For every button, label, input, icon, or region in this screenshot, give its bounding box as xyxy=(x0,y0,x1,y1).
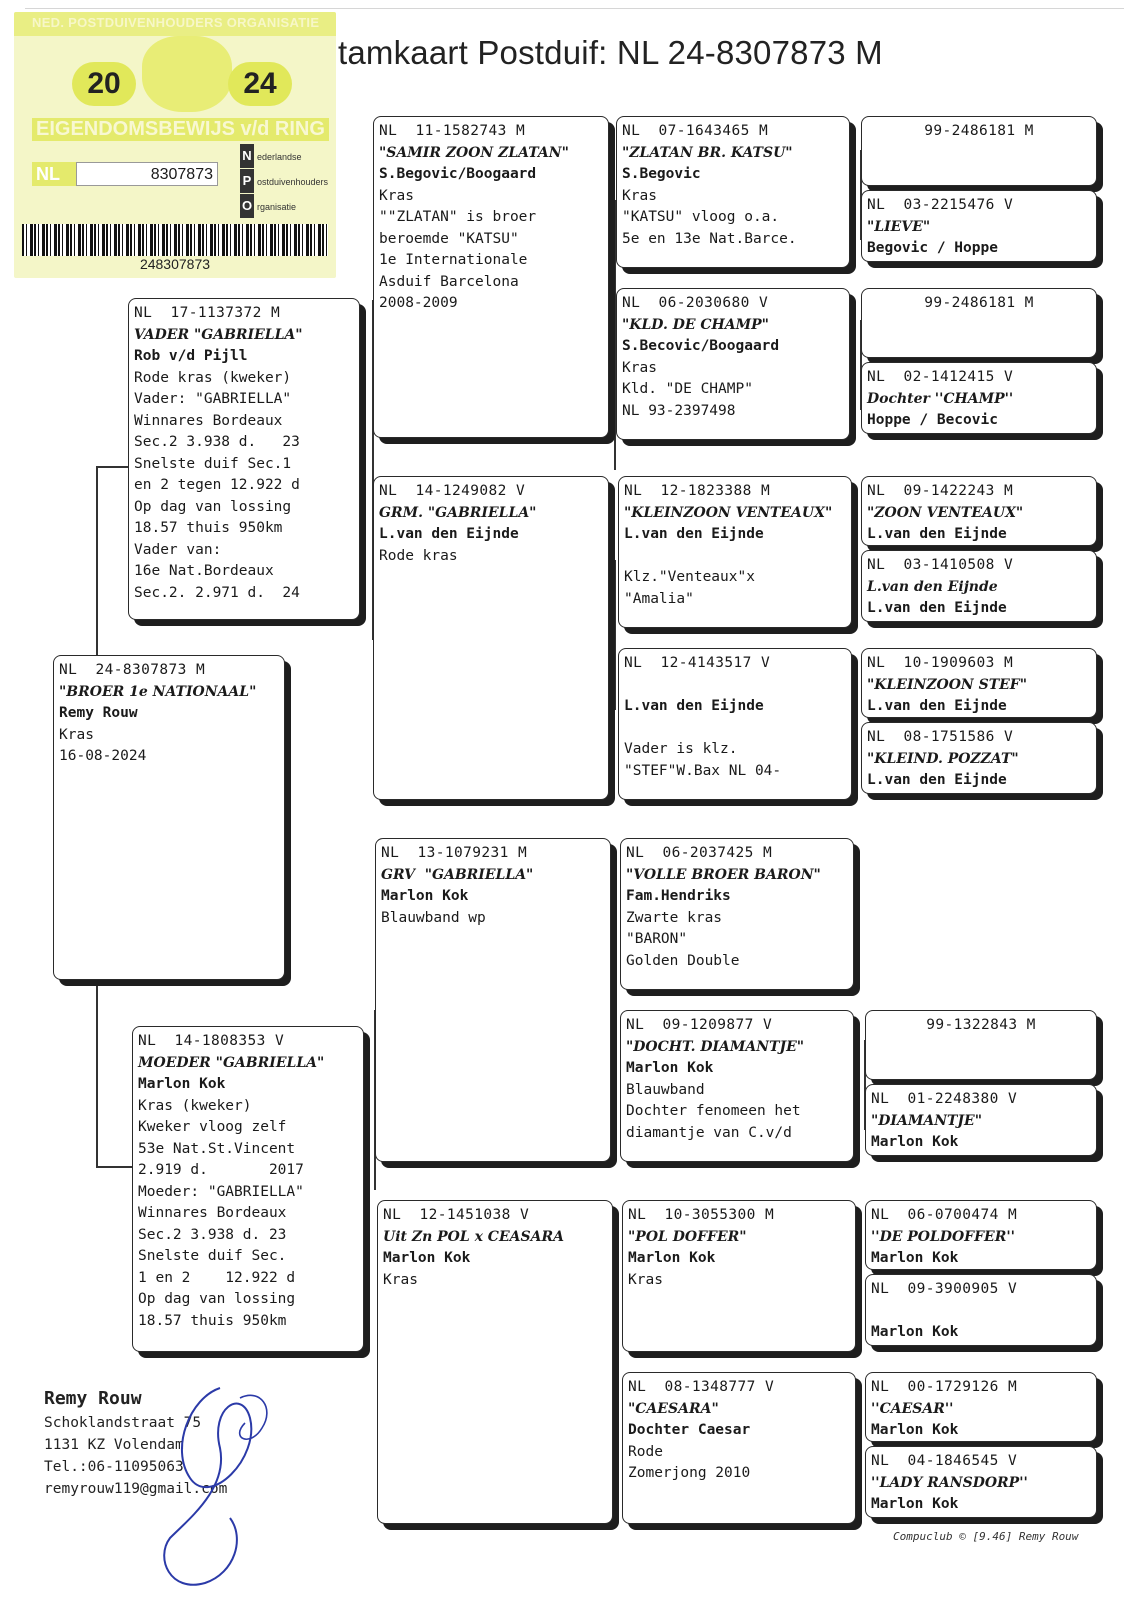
pedigree-card-gen4 xyxy=(865,1446,1097,1518)
pigeon-name: GRM. "GABRIELLA" xyxy=(379,504,537,521)
ring-number: NL 14-1808353 V xyxy=(138,1033,285,1049)
pigeon-note: Klz."Venteaux"x xyxy=(624,569,755,585)
breeder-name: L.van den Eijnde xyxy=(624,526,764,542)
breeder-name: Marlon Kok xyxy=(383,1250,471,1266)
breeder-name: Marlon Kok xyxy=(626,1060,714,1076)
ring-number: 99-2486181 M xyxy=(924,123,1034,139)
pedigree-card-gen4 xyxy=(861,362,1097,434)
ring-number: NL 09-1422243 M xyxy=(867,483,1014,499)
pigeon-note: beroemde "KATSU" xyxy=(379,230,519,247)
breeder-name: Rob v/d Pijll xyxy=(134,348,248,364)
pigeon-note: ""ZLATAN" is broer xyxy=(379,209,537,225)
pedigree-card-gen4 xyxy=(865,1274,1097,1346)
pigeon-note: Kras xyxy=(379,187,414,204)
pedigree-card-gen3 xyxy=(622,1200,856,1352)
ring-number: NL 00-1729126 M xyxy=(871,1379,1018,1395)
pedigree-card-gen4 xyxy=(865,1084,1097,1156)
pigeon-note: Snelste duif Sec. xyxy=(138,1248,287,1264)
pigeon-note: Sec.2 3.938 d. 23 xyxy=(138,1226,287,1243)
pigeon-name xyxy=(871,1301,1091,1323)
breeder-name: Marlon Kok xyxy=(871,1496,959,1512)
pigeon-note: 18.57 thuis 950km xyxy=(134,520,283,536)
ring-number: NL 12-1823388 M xyxy=(624,483,771,499)
pedigree-card-dam-sire xyxy=(375,838,611,1162)
ring-number: NL 06-2037425 M xyxy=(626,845,773,861)
barcode xyxy=(22,224,328,256)
pigeon-note xyxy=(624,718,846,740)
pigeon-note: Kras xyxy=(383,1271,418,1288)
npo-logo: N ederlandse P ostduivenhouders O rganisatie xyxy=(240,144,328,219)
pigeon-note: Snelste duif Sec.1 xyxy=(134,455,292,472)
pigeon-name xyxy=(624,675,846,697)
pigeon-name: GRV "GABRIELLA" xyxy=(381,866,534,883)
pigeon-name: ''DE POLDOFFER'' xyxy=(871,1228,1015,1245)
ring-number: NL 13-1079231 M xyxy=(381,845,528,861)
ring-number: NL 07-1643465 M xyxy=(622,123,769,139)
pigeon-note: Dochter fenomeen het xyxy=(626,1103,801,1119)
pigeon-note: 1 en 2 12.922 d xyxy=(138,1269,296,1286)
breeder-name: L.van den Eijnde xyxy=(867,698,1007,714)
pigeon-note: Kras xyxy=(59,726,94,743)
pigeon-note: Kweker vloog zelf xyxy=(138,1119,287,1135)
breeder-name: Marlon Kok xyxy=(628,1250,716,1266)
pigeon-note: NL 93-2397498 xyxy=(622,402,736,419)
breeder-name: S.Becovic/Boogaard xyxy=(622,338,780,354)
pedigree-card-gen3 xyxy=(616,116,850,268)
pedigree-card-subject xyxy=(53,655,285,980)
pigeon-note: Zwarte kras xyxy=(626,909,723,926)
pigeon-name: "BROER 1e NATIONAAL" xyxy=(59,683,257,700)
pigeon-note: Vader van: xyxy=(134,541,222,558)
ring-number: NL 09-1209877 V xyxy=(626,1017,773,1033)
connector-line xyxy=(614,1290,616,1440)
connector-line xyxy=(614,560,616,710)
pedigree-card-mother xyxy=(132,1026,364,1352)
card-year-left: 20 xyxy=(72,62,136,106)
pigeon-note: Winnares Bordeaux xyxy=(138,1205,287,1221)
ring-number: NL 04-1846545 V xyxy=(871,1453,1018,1469)
connector-line xyxy=(96,466,130,468)
breeder-name: Marlon Kok xyxy=(871,1250,959,1266)
pedigree-card-gen3 xyxy=(616,288,850,440)
breeder-name: Hoppe / Becovic xyxy=(867,412,998,428)
breeder-name: Marlon Kok xyxy=(871,1134,959,1150)
ring-number: NL 03-2215476 V xyxy=(867,197,1014,213)
handwritten-signature xyxy=(150,1368,280,1598)
pedigree-card-gen4 xyxy=(865,1372,1097,1442)
breeder-name: Marlon Kok xyxy=(138,1076,226,1092)
ring-number: NL 17-1137372 M xyxy=(134,305,281,321)
ring-number: 99-2486181 M xyxy=(924,295,1034,311)
pigeon-note: 18.57 thuis 950km xyxy=(138,1312,287,1329)
pigeon-name: Uit Zn POL x CEASARA xyxy=(383,1228,564,1245)
pigeon-name: "ZOON VENTEAUX" xyxy=(867,504,1024,521)
breeder-name: Fam.Hendriks xyxy=(626,888,731,904)
pedigree-card-gen3 xyxy=(622,1372,856,1524)
pigeon-note: 16-08-2024 xyxy=(59,748,147,764)
pigeon-note: "BARON" xyxy=(626,931,688,947)
pigeon-note: Rode kras xyxy=(379,547,458,564)
breeder-name: Marlon Kok xyxy=(871,1324,959,1340)
pigeon-note: diamantje van C.v/d xyxy=(626,1124,792,1141)
pigeon-name: ''LADY RANSDORP'' xyxy=(871,1474,1028,1491)
breeder-name: L.van den Eijnde xyxy=(624,698,764,714)
owner-email: remyrouw119@gmail.com xyxy=(44,1481,228,1497)
npo-line-1: ederlandse xyxy=(257,152,302,162)
pigeon-note: Rode xyxy=(628,1443,663,1460)
pigeon-name: "VOLLE BROER BARON" xyxy=(626,866,821,883)
pigeon-name: "SAMIR ZOON ZLATAN" xyxy=(379,144,569,161)
pedigree-card-gen4 xyxy=(861,648,1097,718)
pigeon-name: L.van den Eijnde xyxy=(867,578,998,595)
pedigree-card-gen4 xyxy=(861,116,1097,186)
ring-number: NL 12-1451038 V xyxy=(383,1207,530,1223)
pigeon-note: en 2 tegen 12.922 d xyxy=(134,477,300,493)
pigeon-name: "KLEIND. POZZAT" xyxy=(867,750,1019,767)
ring-number: NL 08-1348777 V xyxy=(628,1379,775,1395)
top-rule xyxy=(25,8,1124,9)
pigeon-note: "Amalia" xyxy=(624,590,694,607)
pedigree-card-dam-dam xyxy=(377,1200,613,1524)
pigeon-note: 16e Nat.Bordeaux xyxy=(134,563,274,579)
pigeon-name: ''CAESAR'' xyxy=(871,1400,954,1417)
pedigree-card-gen4 xyxy=(861,550,1097,622)
software-footer: Compuclub © [9.46] Remy Rouw xyxy=(893,1530,1079,1543)
pigeon-name: "KLEINZOON VENTEAUX" xyxy=(624,504,833,521)
ring-ownership-card xyxy=(14,12,336,278)
pigeon-note: Op dag van lossing xyxy=(138,1291,296,1307)
pigeon-note: 1e Internationale xyxy=(379,252,528,268)
breeder-name: L.van den Eijnde xyxy=(379,526,519,542)
ring-number: NL 10-3055300 M xyxy=(628,1207,775,1223)
pigeon-note: Kras (kweker) xyxy=(138,1097,252,1114)
breeder-name: L.van den Eijnde xyxy=(867,600,1007,616)
pigeon-note: Sec.2 3.938 d. 23 xyxy=(134,434,300,450)
pigeon-note: Asduif Barcelona xyxy=(379,273,519,290)
pedigree-card-sire-sire xyxy=(373,116,609,438)
ring-number: NL 06-0700474 M xyxy=(871,1207,1018,1223)
ring-number: NL 06-2030680 V xyxy=(622,295,769,311)
breeder-name: Dochter Caesar xyxy=(628,1422,751,1438)
pedigree-card-gen3 xyxy=(618,476,852,628)
card-year-right: 24 xyxy=(228,62,292,106)
ring-number: NL 12-4143517 V xyxy=(624,655,771,671)
pigeon-note: Rode kras (kweker) xyxy=(134,369,292,386)
pigeon-name: "POL DOFFER" xyxy=(628,1228,747,1245)
breeder-name: Marlon Kok xyxy=(871,1422,959,1438)
ring-number: NL 10-1909603 M xyxy=(867,655,1014,671)
pigeon-note: 53e Nat.St.Vincent xyxy=(138,1140,296,1157)
pigeon-name: "DOCHT. DIAMANTJE" xyxy=(626,1038,805,1055)
pigeon-name: "LIEVE" xyxy=(867,218,931,235)
card-caption: EIGENDOMSBEWIJS v/d RING xyxy=(32,118,329,141)
card-ring-number: 8307873 xyxy=(76,162,218,186)
npo-line-3: rganisatie xyxy=(257,202,297,212)
ring-number: NL 02-1412415 V xyxy=(867,369,1014,385)
owner-phone: Tel.:06-11095063 xyxy=(44,1459,184,1475)
ring-number: NL 14-1249082 V xyxy=(379,483,526,499)
page-title: tamkaart Postduif: NL 24-8307873 M xyxy=(338,34,883,71)
ring-number: NL 08-1751586 V xyxy=(867,729,1014,745)
pigeon-note: Kras xyxy=(622,187,657,204)
pigeon-note: "KATSU" vloog o.a. xyxy=(622,209,780,225)
pigeon-name: MOEDER "GABRIELLA" xyxy=(138,1054,325,1071)
ring-number: 99-1322843 M xyxy=(926,1017,1036,1033)
card-org-name: NED. POSTDUIVENHOUDERS ORGANISATIE xyxy=(32,15,320,30)
pedigree-card-gen4 xyxy=(865,1010,1097,1080)
pigeon-note: Vader is klz. xyxy=(624,741,738,757)
ring-number: NL 01-2248380 V xyxy=(871,1091,1018,1107)
pigeon-note: Blauwband wp xyxy=(381,909,486,926)
breeder-name: S.Begovic/Boogaard xyxy=(379,166,537,182)
pigeon-note: Winnares Bordeaux xyxy=(134,412,283,429)
pigeon-note: Kras xyxy=(628,1271,663,1288)
pedigree-card-gen4 xyxy=(861,190,1097,262)
owner-city: 1131 KZ Volendam xyxy=(44,1437,184,1453)
owner-street: Schoklandstraat 75 xyxy=(44,1415,202,1431)
npo-line-2: ostduivenhouders xyxy=(257,177,329,187)
pigeon-name: "KLD. DE CHAMP" xyxy=(622,316,769,333)
card-country: NL xyxy=(32,162,78,186)
pigeon-note: Kras xyxy=(622,359,657,376)
owner-name: Remy Rouw xyxy=(44,1388,142,1409)
breeder-name: Remy Rouw xyxy=(59,705,138,721)
pigeon-note: Kld. "DE CHAMP" xyxy=(622,381,753,397)
pigeon-name: "CAESARA" xyxy=(628,1400,719,1417)
breeder-name: L.van den Eijnde xyxy=(867,772,1007,788)
lion-crest-icon xyxy=(142,36,232,112)
pigeon-note: 2.919 d. 2017 xyxy=(138,1162,304,1178)
pedigree-card-gen3 xyxy=(620,1010,854,1162)
barcode-number: 248307873 xyxy=(139,256,211,272)
pigeon-note: Moeder: "GABRIELLA" xyxy=(138,1183,304,1200)
ring-number: NL 09-3900905 V xyxy=(871,1281,1018,1297)
pigeon-note xyxy=(624,546,846,568)
connector-line xyxy=(614,930,616,1090)
pigeon-name: Dochter ''CHAMP'' xyxy=(867,390,1014,407)
connector-line xyxy=(96,1166,134,1168)
connector-line xyxy=(96,466,98,656)
pedigree-card-gen3 xyxy=(620,838,854,990)
pigeon-name: "KLEINZOON STEF" xyxy=(867,676,1028,693)
pigeon-note: Blauwband xyxy=(626,1081,705,1098)
pigeon-name: "ZLATAN BR. KATSU" xyxy=(622,144,793,161)
pedigree-card-gen4 xyxy=(865,1200,1097,1270)
pigeon-name: "DIAMANTJE" xyxy=(871,1112,983,1129)
breeder-name: Begovic / Hoppe xyxy=(867,240,998,256)
pedigree-card-gen3 xyxy=(618,648,852,800)
pigeon-name: VADER "GABRIELLA" xyxy=(134,326,303,343)
breeder-name: S.Begovic xyxy=(622,166,701,182)
pigeon-note: Vader: "GABRIELLA" xyxy=(134,391,292,407)
pedigree-card-gen4 xyxy=(861,476,1097,546)
pedigree-card-gen4 xyxy=(861,288,1097,358)
pedigree-card-gen4 xyxy=(861,722,1097,794)
pigeon-note: Golden Double xyxy=(626,952,740,969)
pedigree-card-sire-dam xyxy=(373,476,609,800)
ring-number: NL 24-8307873 M xyxy=(59,662,206,678)
ring-number: NL 03-1410508 V xyxy=(867,557,1014,573)
breeder-name: Marlon Kok xyxy=(381,888,469,904)
pigeon-note: Sec.2. 2.971 d. 24 xyxy=(134,584,300,601)
pigeon-note: 5e en 13e Nat.Barce. xyxy=(622,230,797,247)
pedigree-card-father xyxy=(128,298,360,620)
connector-line xyxy=(96,966,98,1166)
pigeon-note: Zomerjong 2010 xyxy=(628,1465,751,1481)
ring-number: NL 11-1582743 M xyxy=(379,123,526,139)
pigeon-note: "STEF"W.Bax NL 04- xyxy=(624,762,782,779)
pigeon-note: 2008-2009 xyxy=(379,295,458,311)
breeder-name: L.van den Eijnde xyxy=(867,526,1007,542)
pigeon-note: Op dag van lossing xyxy=(134,498,292,515)
